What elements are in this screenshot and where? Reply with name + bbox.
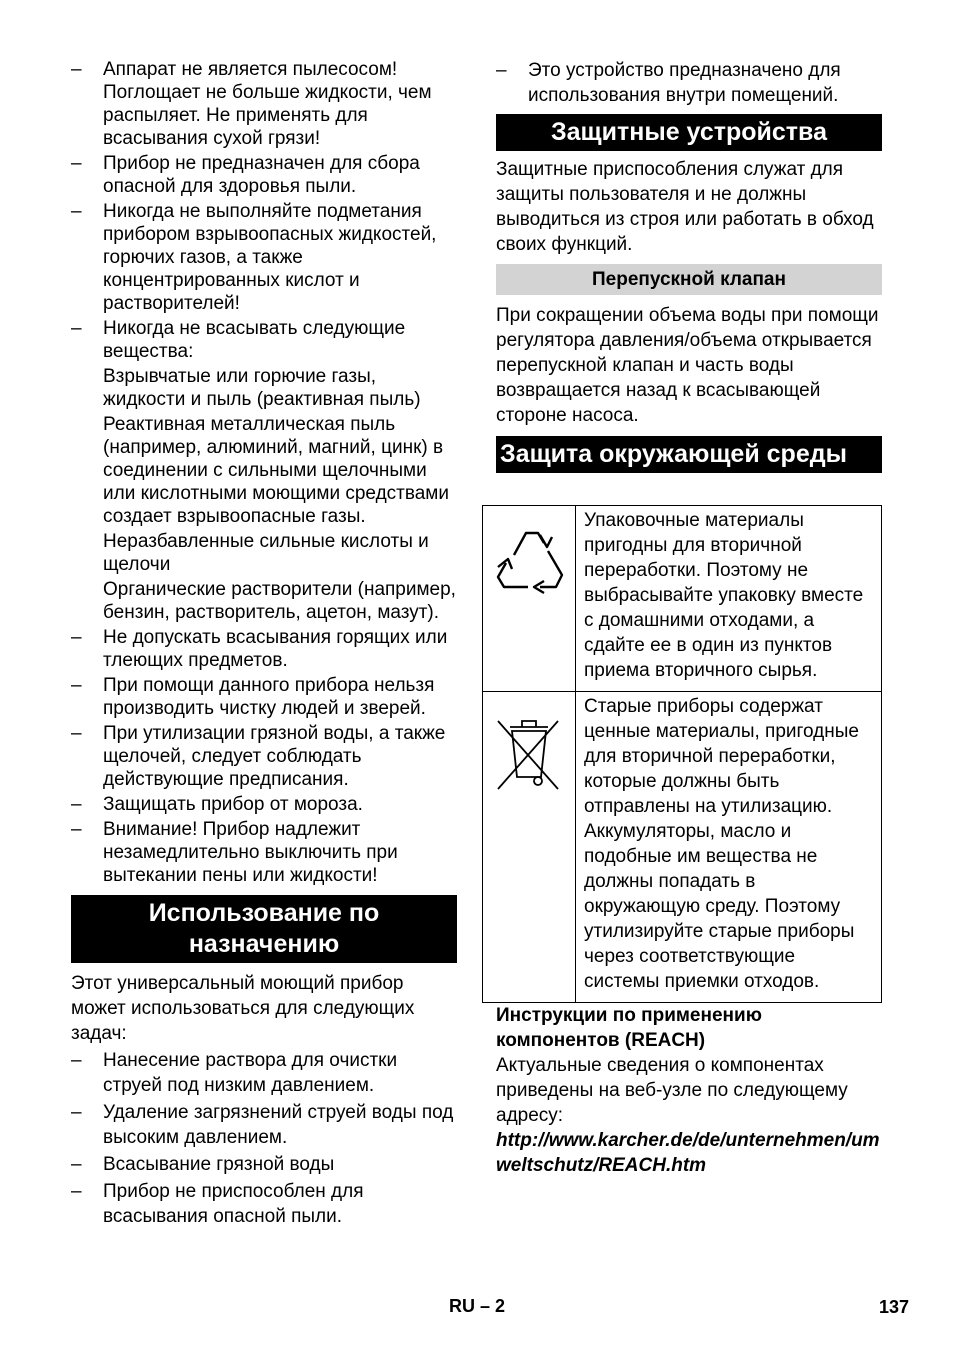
env-heading: Защита окружающей среды	[496, 436, 882, 473]
table-cell-text: Упаковочные материалы пригодны для вторичной переработки. Поэтому не выбрасывайте упаковку вместе с домашними отходами, а сдайте ее в один из пунктов приема вторичного сырья.	[576, 506, 882, 692]
list-item: – При утилизации грязной воды, а также щелочей, следует соблюдать действующие предписания.	[71, 723, 446, 790]
safety-text: Защитные приспособления служат для защиты пользователя и не должны выводиться из строя или работать в обход своих функций.	[496, 159, 874, 255]
reach-link[interactable]: http://www.karcher.de/de/unternehmen/umweltschutz/REACH.htm	[496, 1130, 880, 1176]
sub-item: Неразбавленные сильные кислоты и щелочи	[103, 531, 429, 575]
usage-intro: Этот универсальный моющий прибор может использоваться для следующих задач:	[71, 973, 415, 1044]
footer-language: RU – 2	[449, 1296, 506, 1316]
list-item: – Защищать прибор от мороза.	[71, 794, 363, 815]
table-cell-text: Старые приборы содержат ценные материалы, пригодные для вторичной переработки, которые должны быть отправлены на утилизацию. Аккумуляторы, масло и подобные им вещества не должны попадать в окружающую среду. Поэтому утилизируйте старые приборы через соответствующие системы приемки отходов.	[576, 692, 882, 1003]
list-item: – Никогда не выполняйте подметания прибором взрывоопасных жидкостей, горючих газов, а также концентрированных кислот и растворителей!	[71, 201, 437, 314]
right-column	[496, 58, 882, 1178]
list-item: – Нанесение раствора для очистки струей под низким давлением.	[71, 1050, 398, 1096]
table-row	[483, 692, 882, 1003]
valve-text: При сокращении объема воды при помощи регулятора давления/объема открывается перепускной клапан и часть воды возвращается назад к всасывающей стороне насоса.	[496, 305, 879, 426]
reach-title: Инструкции по применению компонентов (REACH)	[496, 1005, 762, 1051]
left-column	[71, 58, 457, 1231]
environment-table	[482, 505, 882, 1003]
list-item: – Это устройство предназначено для использования внутри помещений.	[496, 60, 841, 106]
list-item: – Прибор не приспособлен для всасывания опасной пыли.	[71, 1181, 364, 1227]
usage-heading: Использование по назначению	[71, 895, 457, 963]
table-row	[483, 506, 882, 692]
list-item: – Всасывание грязной воды	[71, 1154, 335, 1175]
table-cell-icon	[483, 506, 576, 692]
sub-item: Взрывчатые или горючие газы, жидкости и пыль (реактивная пыль)	[103, 366, 421, 410]
reach-text: Актуальные сведения о компонентах приведены на веб-узле по следующему адресу:	[496, 1055, 848, 1126]
list-item: – Внимание! Прибор надлежит незамедлительно выключить при вытекании пены или жидкости!	[71, 819, 398, 886]
safety-heading: Защитные устройства	[496, 114, 882, 151]
list-item: – Удаление загрязнений струей воды под высоким давлением.	[71, 1102, 454, 1148]
recycle-icon	[484, 507, 574, 607]
list-item: – Никогда не всасывать следующие вещества:	[71, 318, 406, 362]
valve-heading: Перепускной клапан	[496, 264, 882, 295]
sub-item: Органические растворители (например, бензин, растворитель, ацетон, мазут).	[103, 579, 456, 623]
list-item: – Прибор не предназначен для сбора опасной для здоровья пыли.	[71, 153, 420, 197]
sub-item: Реактивная металлическая пыль (например, алюминий, магний, цинк) в соединении с сильными щелочными или кислотными моющими средствами создает взрывоопасные газы.	[103, 414, 449, 527]
list-item: – Не допускать всасывания горящих или тлеющих предметов.	[71, 627, 448, 671]
table-cell-icon	[483, 692, 576, 1003]
page-number: 137	[879, 1297, 910, 1317]
list-item: – Аппарат не является пылесосом! Поглощает не больше жидкости, чем распыляет. Не применять для всасывания сухой грязи!	[71, 59, 432, 149]
list-item: – При помощи данного прибора нельзя производить чистку людей и зверей.	[71, 675, 435, 719]
crossed-bin-icon	[484, 693, 574, 803]
